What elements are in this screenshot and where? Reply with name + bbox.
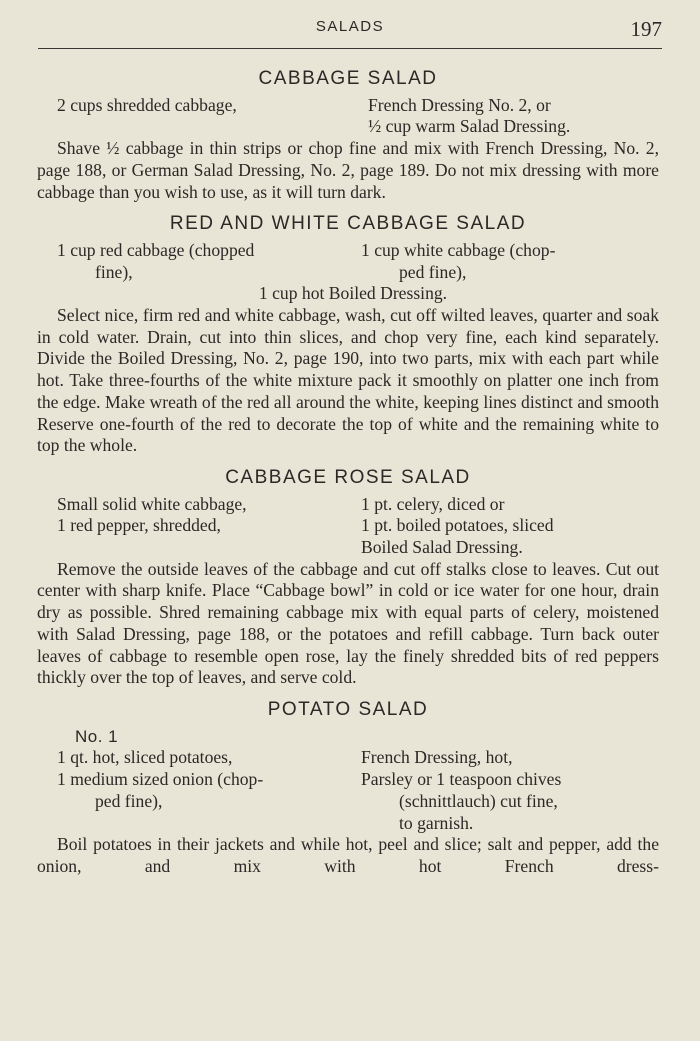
page-number: 197 xyxy=(630,17,662,41)
ingredients-right xyxy=(355,494,659,559)
ingredient-line: 1 cup red cabbage (chopped xyxy=(57,239,255,260)
ingredients xyxy=(37,95,659,138)
ingredient-line: 1 cup white cabbage (chop- xyxy=(361,239,556,260)
recipe-title: CABBAGE ROSE SALAD xyxy=(225,466,471,488)
ingredient-line: to garnish. xyxy=(399,812,474,833)
ingredient-line: (schnittlauch) cut fine, xyxy=(399,790,558,811)
recipe-title: RED AND WHITE CABBAGE SALAD xyxy=(169,213,527,235)
ingredient-line-center: 1 cup hot Boiled Dressing. xyxy=(258,283,448,304)
recipe-method: Boil potatoes in their jackets and while hot, peel and slice; salt and pepper, add the onion, and mix with hot French dress- xyxy=(37,834,659,876)
ingredient-line: 2 cups shredded cabbage, xyxy=(57,94,237,115)
recipe-potato-salad xyxy=(37,695,659,878)
recipe-title: POTATO SALAD xyxy=(267,698,429,720)
recipe-method: Remove the outside leaves of the cabbage and cut off stalks close to leaves. Cut out center with sharp knife. Place “Cabbage bowl” in cold or ice water for one hour, drain dry as possible. Shred remaining cabbage mix with equal parts of celery, moistened with Salad Dressing, page 188, or the potatoes and refill cabbage. Turn back outer leaves of cabbage to resemble open rose, lay the finely shredded bits of red peppers thickly over the top of leaves, and serve cold. xyxy=(37,558,659,688)
ingredient-line: French Dressing, hot, xyxy=(361,747,513,768)
ingredient-line: 1 qt. hot, sliced potatoes, xyxy=(57,747,233,768)
recipe-cabbage-rose-salad xyxy=(37,463,659,689)
ingredients-right xyxy=(348,95,659,138)
page-content xyxy=(37,64,659,884)
ingredients-left xyxy=(37,494,355,559)
recipe-method: Select nice, firm red and white cabbage, wash, cut off wilted leaves, quarter and soak in cold water. Drain, cut into thin slices, and chop very fine, each kind separately. Divide the Boiled Dressing, No. 2, page 190, into two parts, mix with each part while hot. Take three-fourths of the white mixture pack it smoothly on platter one inch from the edge. Make wreath of the red all around the white, keeping lines distinct and smooth Reserve one-fourth of the red to decorate the top of white and the remaining white to top the whole. xyxy=(37,305,659,456)
ingredient-line: ped fine), xyxy=(95,790,163,811)
ingredient-line: Small solid white cabbage, xyxy=(57,493,247,514)
ingredient-line: 1 pt. boiled potatoes, sliced xyxy=(361,515,554,536)
page-header xyxy=(38,14,662,49)
ingredients xyxy=(37,494,659,559)
recipe-title: CABBAGE SALAD xyxy=(258,68,438,89)
ingredient-line: 1 pt. celery, diced or xyxy=(361,493,505,514)
ingredient-line: ½ cup warm Salad Dressing. xyxy=(368,116,571,137)
ingredients xyxy=(37,747,659,834)
ingredients-left xyxy=(37,747,355,834)
ingredients-right xyxy=(355,240,659,283)
ingredient-line: 1 medium sized onion (chop- xyxy=(57,769,264,790)
ingredient-line: French Dressing No. 2, or xyxy=(368,94,551,115)
ingredient-line: Boiled Salad Dressing. xyxy=(361,537,523,558)
recipe-subtitle: No. 1 xyxy=(75,726,119,746)
ingredients-left xyxy=(37,95,348,138)
ingredient-line: fine), xyxy=(95,261,133,282)
ingredient-line: ped fine), xyxy=(399,261,467,282)
recipe-method: Shave ½ cabbage in thin strips or chop fine and mix with French Dressing, No. 2, page 188, or German Salad Dressing, No. 2, page 189. Do not mix dressing with more cabbage than you wish to use, as it will turn dark. xyxy=(37,138,659,202)
ingredient-line: Parsley or 1 teaspoon chives xyxy=(361,769,562,790)
ingredients-right xyxy=(355,747,659,834)
ingredients-left xyxy=(37,240,355,283)
running-head: SALADS xyxy=(315,18,385,35)
recipe-red-and-white-cabbage-salad xyxy=(37,209,659,457)
ingredient-line: 1 red pepper, shredded, xyxy=(57,515,221,536)
ingredients xyxy=(37,240,659,283)
recipe-cabbage-salad xyxy=(37,64,659,203)
